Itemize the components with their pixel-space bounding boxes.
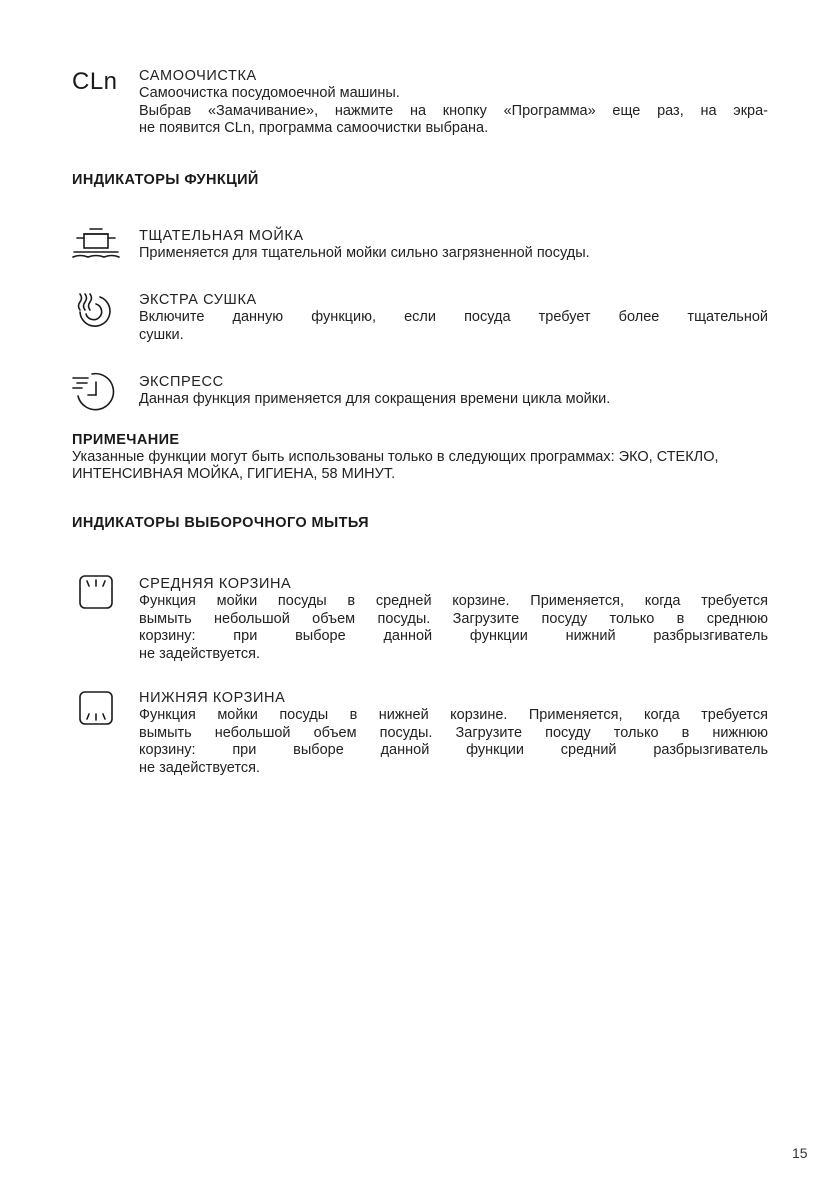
express-clock-icon: [70, 370, 116, 414]
intensive-wash-text: Применяется для тщательной мойки сильно загрязненной посуды.: [139, 245, 590, 262]
extra-dry-title: ЭКСТРА СУШКА: [139, 292, 257, 308]
lower-basket-icon: [78, 690, 114, 726]
upper-basket-title: СРЕДНЯЯ КОРЗИНА: [139, 576, 292, 592]
upper-basket-text: вымыть небольшой объем посуды. Загрузите посуду только в среднюю: [139, 610, 768, 627]
steam-dry-icon: [74, 290, 114, 330]
cln-display-code: CLn: [72, 68, 118, 95]
intensive-wash-title: ТЩАТЕЛЬНАЯ МОЙКА: [139, 228, 304, 244]
upper-basket-text: Функция мойки посуды в средней корзине. Применяется, когда требуется: [139, 593, 768, 610]
upper-basket-text: не задействуется.: [139, 645, 260, 662]
note-title: ПРИМЕЧАНИЕ: [72, 432, 180, 448]
pot-icon: [70, 226, 122, 262]
express-title: ЭКСПРЕСС: [139, 374, 224, 390]
lower-basket-text: корзину: при выборе данной функции средний разбрызгиватель: [139, 742, 768, 759]
extra-dry-text: сушки.: [139, 326, 184, 343]
lower-basket-text: вымыть небольшой объем посуды. Загрузите посуду только в нижнюю: [139, 724, 768, 741]
express-section: [139, 374, 768, 409]
extra-dry-text: Включите данную функцию, если посуда требует более тщательной: [139, 309, 768, 326]
self-cleaning-line: Выбрав «Замачивание», нажмите на кнопку «Программа» еще раз, на экра-: [139, 102, 768, 119]
self-cleaning-line: Самоочистка посудомоечной машины.: [139, 85, 400, 102]
note-line: ЭКО, СТЕКЛО, ИНТЕНСИВНАЯ МОЙКА, ГИГИЕНА, 58 МИНУТ.: [72, 449, 719, 483]
self-cleaning-title: САМООЧИСТКА: [139, 68, 257, 84]
note-line: Указанные функции могут быть использованы только в следующих программах:: [72, 449, 615, 465]
note-body: [72, 449, 768, 484]
upper-basket-section: [139, 576, 768, 663]
page-number: 15: [792, 1145, 808, 1161]
self-cleaning-section: [139, 68, 768, 138]
extra-dry-section: [139, 292, 768, 344]
self-cleaning-line: не появится CLn, программа самоочистки выбрана.: [139, 120, 489, 137]
upper-basket-text: корзину: при выборе данной функции нижний разбрызгиватель: [139, 628, 768, 645]
lower-basket-text: Функция мойки посуды в нижней корзине. Применяется, когда требуется: [139, 707, 768, 724]
upper-basket-icon: [78, 574, 114, 610]
zones-heading: ИНДИКАТОРЫ ВЫБОРОЧНОГО МЫТЬЯ: [72, 515, 369, 531]
lower-basket-section: [139, 690, 768, 777]
express-text: Данная функция применяется для сокращения времени цикла мойки.: [139, 391, 611, 408]
functions-heading: ИНДИКАТОРЫ ФУНКЦИЙ: [72, 172, 259, 188]
lower-basket-title: НИЖНЯЯ КОРЗИНА: [139, 690, 286, 706]
lower-basket-text: не задействуется.: [139, 759, 260, 776]
intensive-wash-section: [139, 228, 768, 263]
